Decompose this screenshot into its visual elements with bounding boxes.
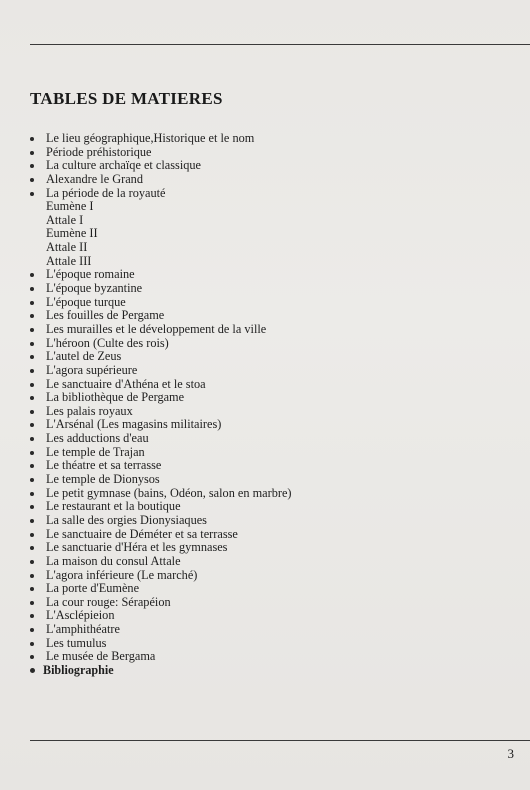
toc-item-label: L'autel de Zeus: [46, 349, 122, 364]
toc-item: [30, 378, 510, 392]
toc-item-label: Le musée de Bergama: [46, 649, 156, 664]
bullet-icon: [30, 369, 34, 373]
toc-item-label: La salle des orgies Dionysiaques: [46, 512, 207, 527]
bullet-icon: [30, 560, 34, 564]
toc-item: [30, 582, 510, 596]
toc-item-label: Eumène I: [46, 199, 94, 214]
bullet-icon: [30, 164, 34, 168]
toc-item: [30, 364, 510, 378]
toc-item-label: Attale I: [46, 212, 84, 227]
toc-item: [30, 459, 510, 473]
toc-subitem: [30, 214, 510, 228]
toc-item: [30, 391, 510, 405]
toc-item-label: L'héroon (Culte des rois): [46, 335, 169, 350]
toc-item-label: L'époque byzantine: [46, 281, 143, 296]
toc-item: [30, 528, 510, 542]
toc-item-label: Le restaurant et la boutique: [46, 499, 181, 514]
bullet-icon: [30, 178, 34, 182]
toc-item: [30, 569, 510, 583]
toc-subitem: [30, 200, 510, 214]
toc-item: [30, 187, 510, 201]
bullet-icon: [30, 437, 34, 441]
toc-subitem: [30, 255, 510, 269]
bullet-icon: [30, 287, 34, 291]
toc-item: [30, 350, 510, 364]
toc-item: [30, 159, 510, 173]
bullet-icon: [30, 505, 34, 509]
toc-item-label: Alexandre le Grand: [46, 171, 143, 186]
toc-item: [30, 623, 510, 637]
bullet-icon: [30, 396, 34, 400]
page-number: 3: [507, 746, 514, 761]
toc-item: [30, 405, 510, 419]
bullet-icon: [30, 574, 34, 578]
bullet-icon: [30, 478, 34, 482]
toc-item: [30, 555, 510, 569]
bullet-icon: [30, 464, 34, 468]
toc-item-label: Les palais royaux: [46, 403, 133, 418]
toc-item-label: Le sanctuaire de Déméter et sa terrasse: [46, 526, 238, 541]
toc-item-label: Le temple de Trajan: [46, 444, 145, 459]
toc-item-label: La porte d'Eumène: [46, 581, 140, 596]
toc-subitem: [30, 227, 510, 241]
bullet-icon: [30, 355, 34, 359]
bottom-rule: [30, 740, 530, 741]
toc-item: [30, 473, 510, 487]
toc-item-label: Les tumulus: [46, 635, 107, 650]
bullet-icon: [30, 151, 34, 155]
bullet-icon: [30, 192, 34, 196]
bullet-icon: [30, 423, 34, 427]
page-title: TABLES DE MATIERES: [30, 89, 223, 108]
bullet-icon: [30, 614, 34, 618]
toc-item-label: La cour rouge: Sérapéion: [46, 594, 171, 609]
toc-item-label: Le temple de Dionysos: [46, 472, 160, 487]
toc-item-label: L'agora supérieure: [46, 362, 138, 377]
toc-item: [30, 323, 510, 337]
toc-item-label: Période préhistorique: [46, 144, 152, 159]
bullet-icon: [30, 546, 34, 550]
toc-item: [30, 650, 510, 664]
top-rule: [30, 44, 530, 45]
bullet-icon: [30, 587, 34, 591]
bullet-icon: [30, 533, 34, 537]
toc-item-label: L'époque turque: [46, 294, 126, 309]
toc-item: [30, 146, 510, 160]
toc-item-label: L'agora inférieure (Le marché): [46, 567, 198, 582]
toc-item: [30, 500, 510, 514]
toc-item-label: Les fouilles de Pergame: [46, 308, 165, 323]
toc-item: [30, 132, 510, 146]
bullet-icon: [30, 451, 34, 455]
toc-item-label: Attale III: [46, 253, 92, 268]
toc-item-label: L'époque romaine: [46, 267, 135, 282]
bullet-icon: [30, 137, 34, 141]
bullet-icon: [30, 328, 34, 332]
toc-item: [30, 541, 510, 555]
toc-item-label: Le petit gymnase (bains, Odéon, salon en marbre): [46, 485, 292, 500]
table-of-contents: [30, 132, 510, 678]
toc-subitem: [30, 241, 510, 255]
bullet-icon: [30, 273, 34, 277]
toc-item-label: Eumène II: [46, 226, 98, 241]
toc-item: [30, 487, 510, 501]
toc-item: [30, 418, 510, 432]
bullet-icon: [30, 383, 34, 387]
toc-item: [30, 337, 510, 351]
bullet-icon: [30, 668, 35, 673]
bullet-icon: [30, 601, 34, 605]
bullet-icon: [30, 492, 34, 496]
toc-item: [30, 609, 510, 623]
toc-item-label: L'amphithéatre: [46, 622, 120, 637]
toc-item: [30, 309, 510, 323]
toc-item-label: Attale II: [46, 240, 88, 255]
toc-item-label: La période de la royauté: [46, 185, 166, 200]
bullet-icon: [30, 410, 34, 414]
toc-item-label: Le théatre et sa terrasse: [46, 458, 162, 473]
bullet-icon: [30, 519, 34, 523]
toc-item: [30, 268, 510, 282]
toc-item-label: Les murailles et le développement de la ville: [46, 321, 267, 336]
toc-item: [30, 173, 510, 187]
bullet-icon: [30, 642, 34, 646]
toc-item-label: Le lieu géographique,Historique et le nom: [46, 131, 255, 145]
toc-item-label: Le sanctuarie d'Héra et les gymnases: [46, 540, 228, 555]
toc-item: [30, 446, 510, 460]
toc-item-label: Bibliographie: [43, 662, 114, 677]
toc-item: [30, 664, 510, 678]
toc-item: [30, 432, 510, 446]
bullet-icon: [30, 655, 34, 659]
toc-item: [30, 637, 510, 651]
toc-item: [30, 296, 510, 310]
toc-item: [30, 282, 510, 296]
toc-item: [30, 514, 510, 528]
toc-item-label: L'Arsénal (Les magasins militaires): [46, 417, 222, 432]
toc-item-label: La culture archaïqe et classique: [46, 158, 201, 173]
bullet-icon: [30, 628, 34, 632]
bullet-icon: [30, 314, 34, 318]
bullet-icon: [30, 301, 34, 305]
toc-item: [30, 596, 510, 610]
toc-item-label: Les adductions d'eau: [46, 431, 149, 446]
toc-item-label: Le sanctuaire d'Athéna et le stoa: [46, 376, 206, 391]
toc-item-label: La bibliothèque de Pergame: [46, 390, 185, 405]
bullet-icon: [30, 342, 34, 346]
toc-item-label: La maison du consul Attale: [46, 553, 181, 568]
toc-item-label: L'Asclépieion: [46, 608, 115, 623]
